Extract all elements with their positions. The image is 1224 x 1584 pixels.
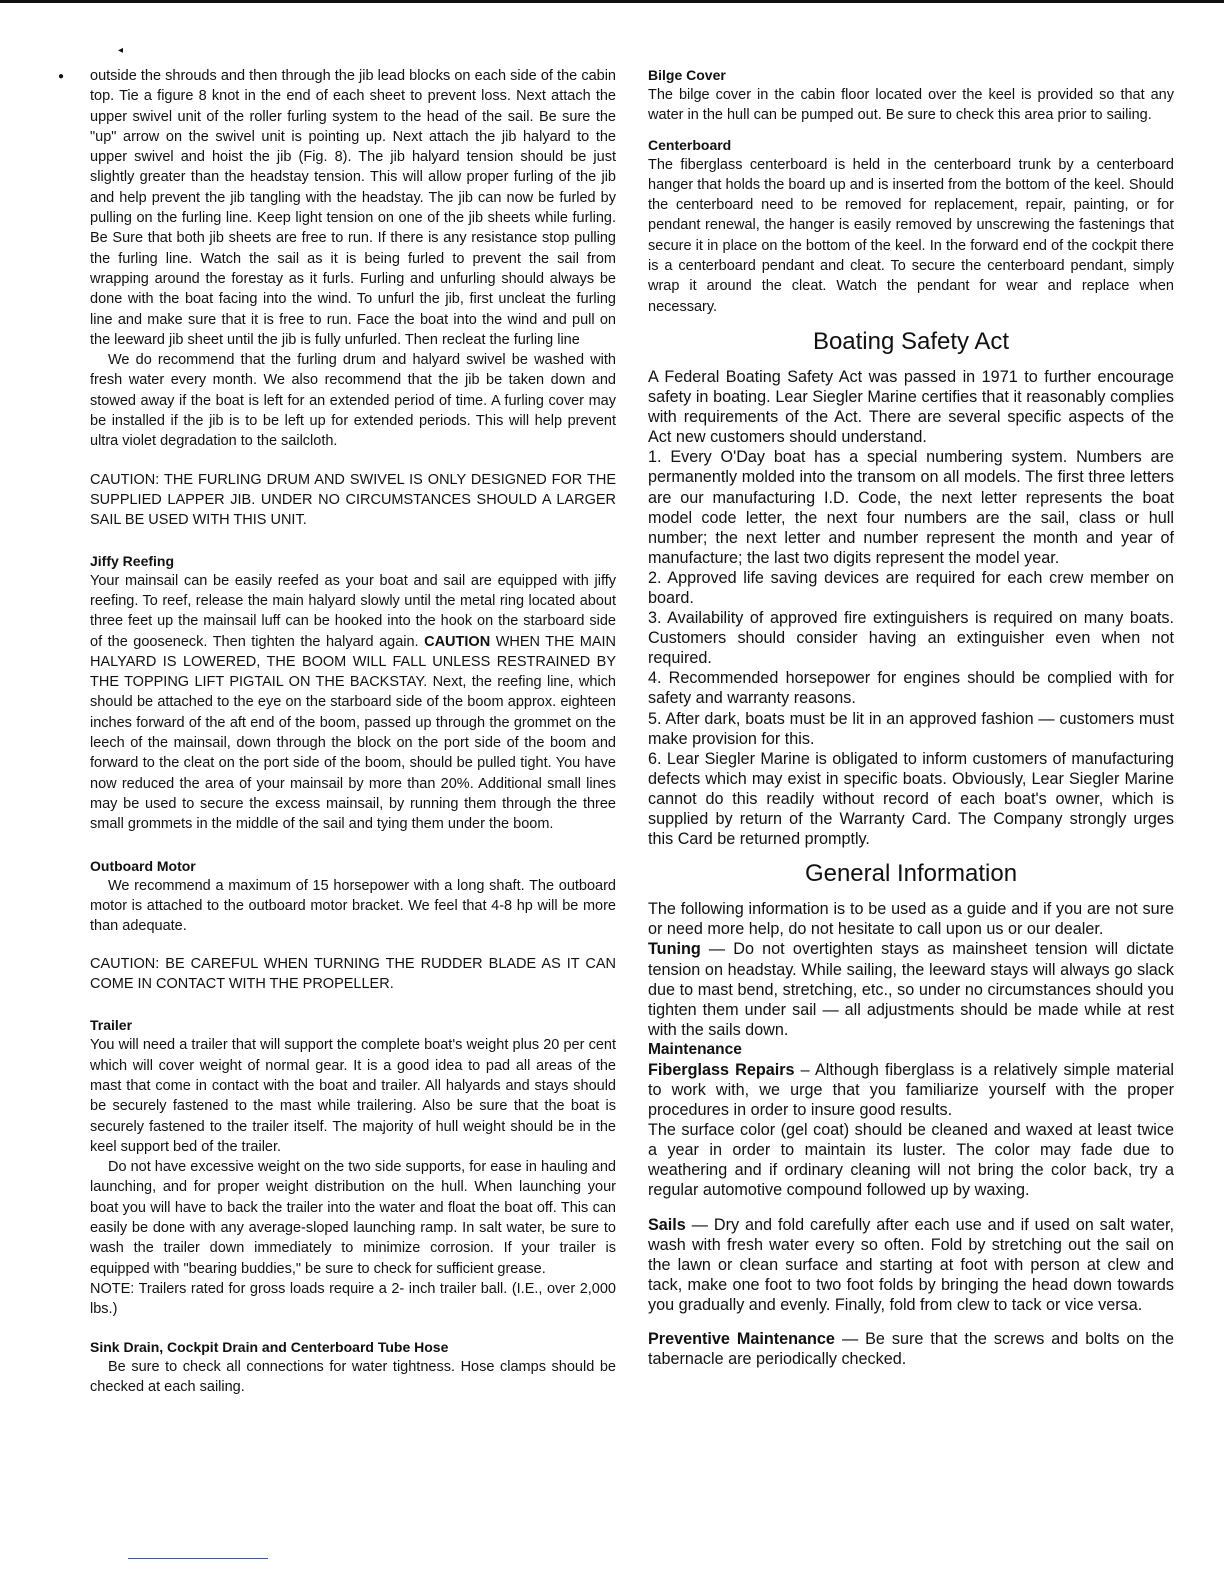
centerboard-paragraph: The fiberglass centerboard is held in the centerboard trunk by a centerboard hanger that holds the board up and is inserted from the bottom of the keel. Should the centerboard need to be removed for replacement, repair, painting, or for pendant renewal, the hanger is easily removed by unscrewing the fastenings that secure it in place on the bottom of the keel. In the forward end of the cockpit there is a centerboard pendant and cleat. To secure the centerboard pendant, simply wrap it around the cleat. Watch the pendant for wear and replace when necessary. bbox=[648, 156, 1174, 315]
general-info-intro: The following information is to be used as a guide and if you are not sure or need more help, do not hesitate to call upon us or our dealer. bbox=[648, 900, 1174, 939]
caution-text: THE FURLING DRUM AND SWIVEL IS ONLY DESIGNED FOR THE SUPPLIED LAPPER JIB. UNDER NO CIRCUMSTANCES SHOULD A LARGER SAIL BE USED WITH THIS UNIT. bbox=[90, 471, 616, 528]
caution-label: CAUTION: bbox=[90, 471, 160, 488]
preventive-maintenance-paragraph bbox=[648, 1329, 1174, 1369]
trailer-heading: Trailer bbox=[90, 1017, 133, 1034]
tuning-label: Tuning bbox=[648, 940, 701, 959]
outboard-motor-heading: Outboard Motor bbox=[90, 857, 196, 874]
fiberglass-label: Fiberglass Repairs bbox=[648, 1060, 795, 1079]
furling-caution bbox=[90, 470, 616, 530]
scan-mark-icon: ◂ bbox=[118, 45, 124, 56]
bsa-item-4: 4. Recommended horsepower for engines should be complied with for safety and warranty reasons. bbox=[648, 669, 1174, 708]
jiffy-text-b: WHEN THE MAIN HALYARD IS LOWERED, THE BOOM WILL FALL UNLESS RESTRAINED BY THE TOPPING LIFT PIGTAIL ON THE BACKSTAY. Next, the reefing line, which should be attached to the eye on the starboard side of the boom approx. eighteen inches forward of the aft end of the boom, passed up through the grommet on the leech of the mainsail, down through the block on the port side of the boom and forward to the cleat on the port side of the boom, should be pulled tight. You have now reduced the area of your mainsail by more than 20%. Additional small lines may be used to secure the excess mainsail, by running them through the three small grommets in the middle of the sail and tying them under the boom. bbox=[90, 633, 617, 833]
sails-paragraph bbox=[648, 1215, 1174, 1315]
preventive-text: — Be sure that the screws and bolts on the tabernacle are periodically checked. bbox=[648, 1330, 1174, 1369]
top-rule bbox=[0, 0, 1224, 3]
maintenance-heading: Maintenance bbox=[648, 1040, 742, 1058]
bsa-item-5: 5. After dark, boats must be lit in an approved fashion — customers must make provision for this. bbox=[648, 709, 1174, 748]
jiffy-reefing-heading: Jiffy Reefing bbox=[90, 552, 175, 569]
right-column bbox=[648, 66, 1174, 1369]
tuning-text: — Do not overtighten stays as mainsheet tension will dictate tension on headstay. While sailing, the leeward stays will always go slack due to mast bend, stretching, etc., so under no circumstances should you tighten them under sail — all adjustments should be made while at rest with the sails down. bbox=[648, 940, 1174, 1039]
bottom-rule bbox=[128, 1558, 268, 1559]
bilge-cover-heading: Bilge Cover bbox=[648, 67, 726, 83]
trailer-paragraph-1: You will need a trailer that will support the complete boat's weight plus 20 per cent which will cover weight of normal gear. It is a good idea to pad all areas of the mast that come in contact with the boat and trailer. All halyards and stays should be securely fastened to the mast while trailering. Also be sure that the boat is securely fastened to the trailer itself. The majority of hull weight should be in the keel support bed of the trailer. bbox=[90, 1037, 616, 1155]
sink-drain-paragraph: Be sure to check all connections for water tightness. Hose clamps should be checked at each sailing. bbox=[90, 1358, 616, 1395]
fiberglass-text: – Although fiberglass is a relatively simple material to work with, we urge that you familiarize yourself with the proper procedures in order to insure good results. bbox=[648, 1060, 1174, 1120]
tuning-paragraph bbox=[648, 939, 1174, 1039]
bilge-cover-paragraph: The bilge cover in the cabin floor located over the keel is provided so that any water in the hull can be pumped out. Be sure to check this area prior to sailing. bbox=[648, 87, 1174, 124]
bullet-mark-icon: ● bbox=[58, 71, 65, 82]
jiffy-text-a: Your mainsail can be easily reefed as your boat and sail are equipped with jiffy reefing. To reef, release the main halyard slowly until the metal ring located about three feet up the mainsail luff can be hooked into the hook on the starboard side of the gooseneck. Then tighten the halyard again. bbox=[90, 572, 616, 650]
trailer-paragraph-2: Do not have excessive weight on the two side supports, for ease in hauling and launching, and for proper weight distribution on the hull. When launching your boat you will have to back the trailer into the water and float the boat off. This can easily be done with any average-sloped launching ramp. In salt water, be sure to wash the trailer down immediately to minimize corrosion. If your trailer is equipped with "bearing buddies," be sure to check for sufficient grease. bbox=[90, 1159, 616, 1277]
jiffy-caution-label: CAUTION bbox=[424, 633, 491, 650]
sails-label: Sails bbox=[648, 1215, 686, 1234]
bsa-intro: A Federal Boating Safety Act was passed in 1971 to further encourage safety in boating. Lear Siegler Marine certifies that it reasonably complies with requirements of the Act. There are several specific aspects of the Act new customers should understand. bbox=[648, 367, 1174, 447]
centerboard-heading: Centerboard bbox=[648, 136, 732, 153]
surface-color-paragraph: The surface color (gel coat) should be cleaned and waxed at least twice a year in order to maintain its luster. The color may fade due to weathering and if ordinary cleaning will not bring the color back, try a regular automotive compound followed up by waxing. bbox=[648, 1121, 1174, 1200]
rudder-caution bbox=[90, 954, 616, 994]
furling-care-paragraph: We do recommend that the furling drum and halyard swivel be washed with fresh water every month. We also recommend that the jib be taken down and stowed away if the boat is left for an extended period of time. A furling cover may be installed if the jib is to be left up for extended periods. This will help prevent ultra violet degradation to the sailcloth. bbox=[90, 352, 616, 450]
caution-text: BE CAREFUL WHEN TURNING THE RUDDER BLADE AS IT CAN COME IN CONTACT WITH THE PROPELLER. bbox=[90, 956, 616, 993]
jiffy-reefing-paragraph bbox=[90, 571, 616, 835]
general-information-heading: General Information bbox=[804, 860, 1018, 888]
intro-paragraph: outside the shrouds and then through the jib lead blocks on each side of the cabin top. Tie a figure 8 knot in the end of each sheet to prevent loss. Next attach the upper swivel unit of the roller furling system to the head of the sail. Be sure the "up" arrow on the swivel unit is pointing up. Next attach the jib halyard to the upper swivel and hoist the jib (Fig. 8). The jib halyard tension should be just slightly greater than the headstay tension. This will allow proper furling of the jib and help prevent the jib tangling with the headstay. The jib can now be furled by pulling on the furling line. Keep light tension on one of the jib sheets while furling. Be Sure that both jib sheets are free to run. If there is any resistance stop pulling the furling line. Watch the sail as it is being furled to prevent the sail from wrapping around the forestay as it furls. Furling and unfurling should always be done with the boat facing into the wind. To unfurl the jib, first uncleat the furling line and make sure that it is free to run. Face the boat into the wind and pull on the leeward jib sheet until the jib is fully unfurled. Then recleat the furling line bbox=[90, 68, 616, 348]
trailer-note: NOTE: Trailers rated for gross loads require a 2- inch trailer ball. (I.E., over 2,000 lbs.) bbox=[90, 1280, 616, 1318]
sink-drain-heading: Sink Drain, Cockpit Drain and Centerboard Tube Hose bbox=[90, 1338, 449, 1355]
preventive-label: Preventive Maintenance bbox=[648, 1330, 835, 1348]
boating-safety-act-heading: Boating Safety Act bbox=[812, 327, 1010, 355]
caution-label: CAUTION: bbox=[90, 956, 160, 973]
bsa-item-6: 6. Lear Siegler Marine is obligated to inform customers of manufacturing defects which may exist in specific boats. Obviously, Lear Siegler Marine cannot do this readily without record of each boat's owner, which is supplied by return of the Warranty Card. The Company strongly urges this Card be returned promptly. bbox=[648, 749, 1174, 849]
outboard-motor-paragraph: We recommend a maximum of 15 horsepower with a long shaft. The outboard motor is attached to the outboard motor bracket. We feel that 4-8 hp will be more than adequate. bbox=[90, 877, 616, 935]
left-column bbox=[90, 66, 616, 1397]
bsa-item-1: 1. Every O'Day boat has a special numbering system. Numbers are permanently molded into the transom on all models. The first three letters are our manufacturing I.D. Code, the next letter represents the boat model code letter, the next four numbers are the sail, class or hull number; the next letter and number represent the month and year of manufacture; the last two digits represent the model year. bbox=[648, 448, 1174, 567]
fiberglass-repairs-paragraph bbox=[648, 1060, 1174, 1120]
bsa-item-3: 3. Availability of approved fire extinguishers is required on many boats. Customers should consider having an extinguisher even when not required. bbox=[648, 609, 1174, 668]
sails-text: — Dry and fold carefully after each use and if used on salt water, wash with fresh water every so often. Fold by stretching out the sail on the lawn or clean surface and starting at foot with person at clew and tack, make one foot to two foot folds by bringing the head down towards you gradually and evenly. Finally, fold from clew to tack or vice versa. bbox=[648, 1215, 1174, 1314]
bsa-item-2: 2. Approved life saving devices are required for each crew member on board. bbox=[648, 568, 1174, 607]
